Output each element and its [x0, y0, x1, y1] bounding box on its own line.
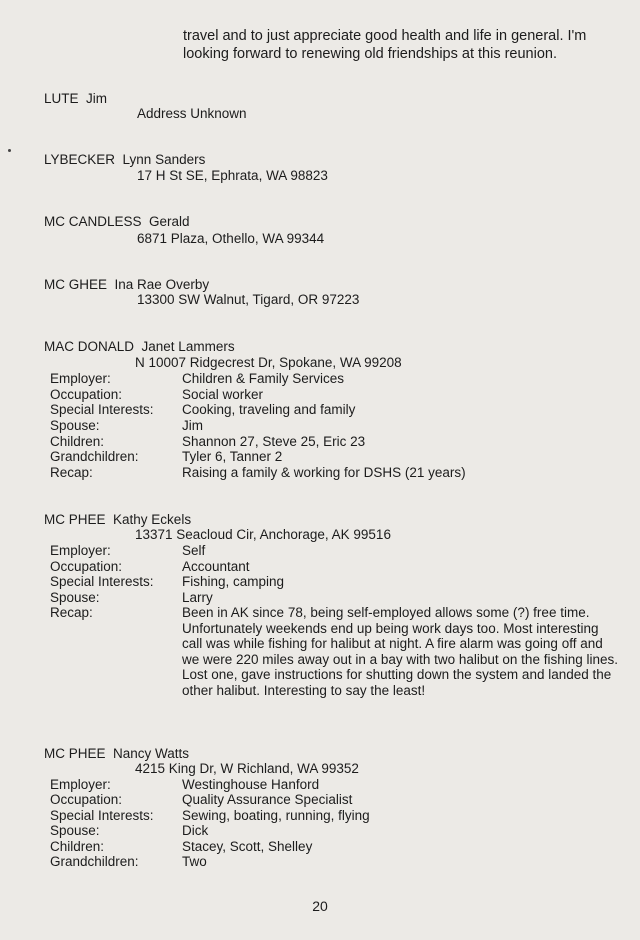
detail-label: Children: [50, 434, 105, 449]
detail-value: Jim [182, 418, 203, 433]
given-name: Gerald [149, 214, 190, 229]
page-number: 20 [312, 898, 328, 914]
entry-address: 4215 King Dr, W Richland, WA 99352 [135, 761, 359, 776]
surname: MC PHEE [44, 512, 106, 527]
surname: LYBECKER [44, 152, 116, 167]
detail-value: Larry [182, 590, 213, 605]
detail-value: Children & Family Services [182, 371, 345, 386]
surname: LUTE [44, 91, 79, 106]
detail-value: Self [182, 543, 206, 558]
detail-label: Recap: [50, 465, 93, 480]
surname: MC GHEE [44, 277, 108, 292]
detail-value: Tyler 6, Tanner 2 [182, 449, 283, 464]
detail-value: Shannon 27, Steve 25, Eric 23 [182, 434, 366, 449]
detail-value: Accountant [182, 559, 250, 574]
entry-address: 13371 Seacloud Cir, Anchorage, AK 99516 [135, 527, 391, 542]
detail-label: Occupation: [50, 792, 123, 807]
detail-label: Special Interests: [50, 574, 154, 589]
detail-label: Employer: [50, 543, 111, 558]
entry-name [44, 214, 190, 229]
detail-value: Two [182, 854, 207, 869]
entry-name [44, 746, 189, 761]
detail-value: Quality Assurance Specialist [182, 792, 353, 807]
entry-name [44, 91, 107, 106]
detail-label: Grandchildren: [50, 449, 139, 464]
detail-label: Recap: [50, 605, 93, 620]
detail-label: Spouse: [50, 418, 100, 433]
given-name: Nancy Watts [113, 746, 190, 761]
entry-address: 6871 Plaza, Othello, WA 99344 [137, 231, 325, 246]
given-name: Janet Lammers [141, 339, 235, 354]
given-name: Ina Rae Overby [114, 277, 210, 292]
entry-address: 17 H St SE, Ephrata, WA 98823 [137, 168, 328, 183]
surname: MC CANDLESS [44, 214, 142, 229]
given-name: Jim [86, 91, 108, 106]
detail-label: Employer: [50, 371, 111, 386]
detail-label: Occupation: [50, 559, 123, 574]
entry-name [44, 339, 235, 354]
entry-name [44, 512, 191, 527]
given-name: Kathy Eckels [113, 512, 192, 527]
intro-paragraph: travel and to just appreciate good health and life in general. I'm looking forward to renewing old friendships at this reunion. [183, 28, 587, 62]
detail-value: Cooking, traveling and family [182, 402, 356, 417]
detail-label: Spouse: [50, 823, 100, 838]
entry-address: N 10007 Ridgecrest Dr, Spokane, WA 99208 [135, 355, 402, 370]
detail-label: Special Interests: [50, 402, 154, 417]
detail-value: Sewing, boating, running, flying [182, 808, 370, 823]
detail-value: Raising a family & working for DSHS (21 years) [182, 465, 466, 480]
given-name: Lynn Sanders [122, 152, 206, 167]
surname: MC PHEE [44, 746, 106, 761]
detail-value: Westinghouse Hanford [182, 777, 320, 792]
surname: MAC DONALD [44, 339, 135, 354]
detail-label: Employer: [50, 777, 111, 792]
entry-name [44, 152, 205, 167]
detail-value: Dick [182, 823, 209, 838]
detail-value: Social worker [182, 387, 264, 402]
detail-value: Fishing, camping [182, 574, 285, 589]
entry-address: 13300 SW Walnut, Tigard, OR 97223 [137, 292, 360, 307]
entry-address: Address Unknown [137, 106, 247, 121]
detail-value: Been in AK since 78, being self-employed allows some (?) free time. Unfortunately weekends end up being work days too. Most interesting call was while fishing for halibut at night. A fire alarm was going off and we were 220 miles away out in a bay with two halibut on the fishing lines. Lost one, gave instructions for shutting down the system and landed the other halibut. Interesting to say the least! [182, 605, 618, 698]
detail-label: Children: [50, 839, 105, 854]
paper-speck [8, 149, 11, 152]
detail-label: Spouse: [50, 590, 100, 605]
detail-label: Special Interests: [50, 808, 154, 823]
entry-name [44, 277, 209, 292]
detail-label: Occupation: [50, 387, 123, 402]
detail-label: Grandchildren: [50, 854, 139, 869]
detail-value: Stacey, Scott, Shelley [182, 839, 313, 854]
